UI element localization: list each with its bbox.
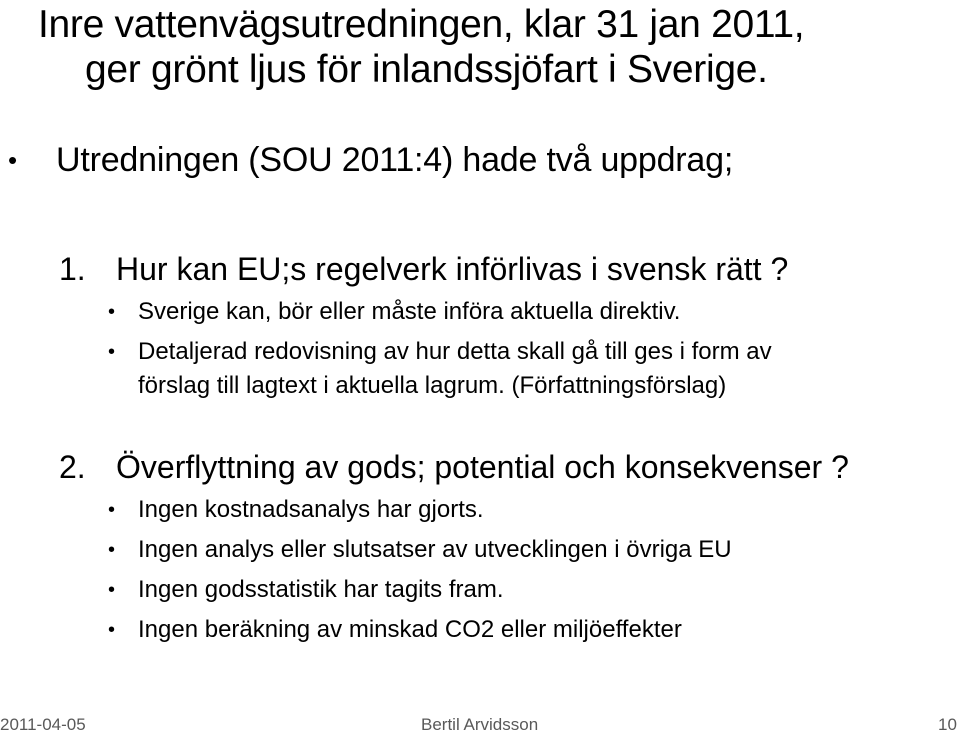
- list-item-text: förslag till lagtext i aktuella lagrum. (Författningsförslag): [138, 372, 727, 399]
- list-item-text: Sverige kan, bör eller måste införa aktuella direktiv.: [138, 298, 681, 325]
- bullet-icon: •: [8, 145, 18, 175]
- section-1-heading-text: Hur kan EU;s regelverk införlivas i svensk rätt ?: [116, 251, 789, 287]
- footer-page-number: 10: [938, 715, 957, 734]
- list-item-text: Ingen kostnadsanalys har gjorts.: [138, 496, 484, 523]
- slide-title: [38, 2, 948, 92]
- footer-author: Bertil Arvidsson: [421, 715, 539, 734]
- list-item-text: Detaljerad redovisning av hur detta skall gå till ges i form av: [138, 338, 772, 365]
- title-line-2: ger grönt ljus för inlandssjöfart i Sverige.: [85, 48, 768, 91]
- list-item-text: Ingen godsstatistik har tagits fram.: [138, 576, 504, 603]
- bullet-icon: •: [108, 619, 116, 641]
- section-1-number: 1.: [59, 251, 86, 287]
- footer-date: 2011-04-05: [0, 715, 86, 734]
- list-item-text: Ingen analys eller slutsatser av utvecklingen i övriga EU: [138, 536, 732, 563]
- bullet-icon: •: [108, 539, 116, 561]
- main-bullet-text: Utredningen (SOU 2011:4) hade två uppdrag;: [56, 141, 734, 179]
- bullet-icon: •: [108, 579, 116, 601]
- bullet-icon: •: [108, 341, 116, 363]
- list-item-text: Ingen beräkning av minskad CO2 eller miljöeffekter: [138, 616, 682, 643]
- section-2-number: 2.: [59, 449, 86, 485]
- section-2-heading-text: Överflyttning av gods; potential och konsekvenser ?: [116, 449, 849, 485]
- title-line-1: Inre vattenvägsutredningen, klar 31 jan 2011,: [38, 3, 805, 46]
- bullet-icon: •: [108, 499, 116, 521]
- bullet-icon: •: [108, 301, 116, 323]
